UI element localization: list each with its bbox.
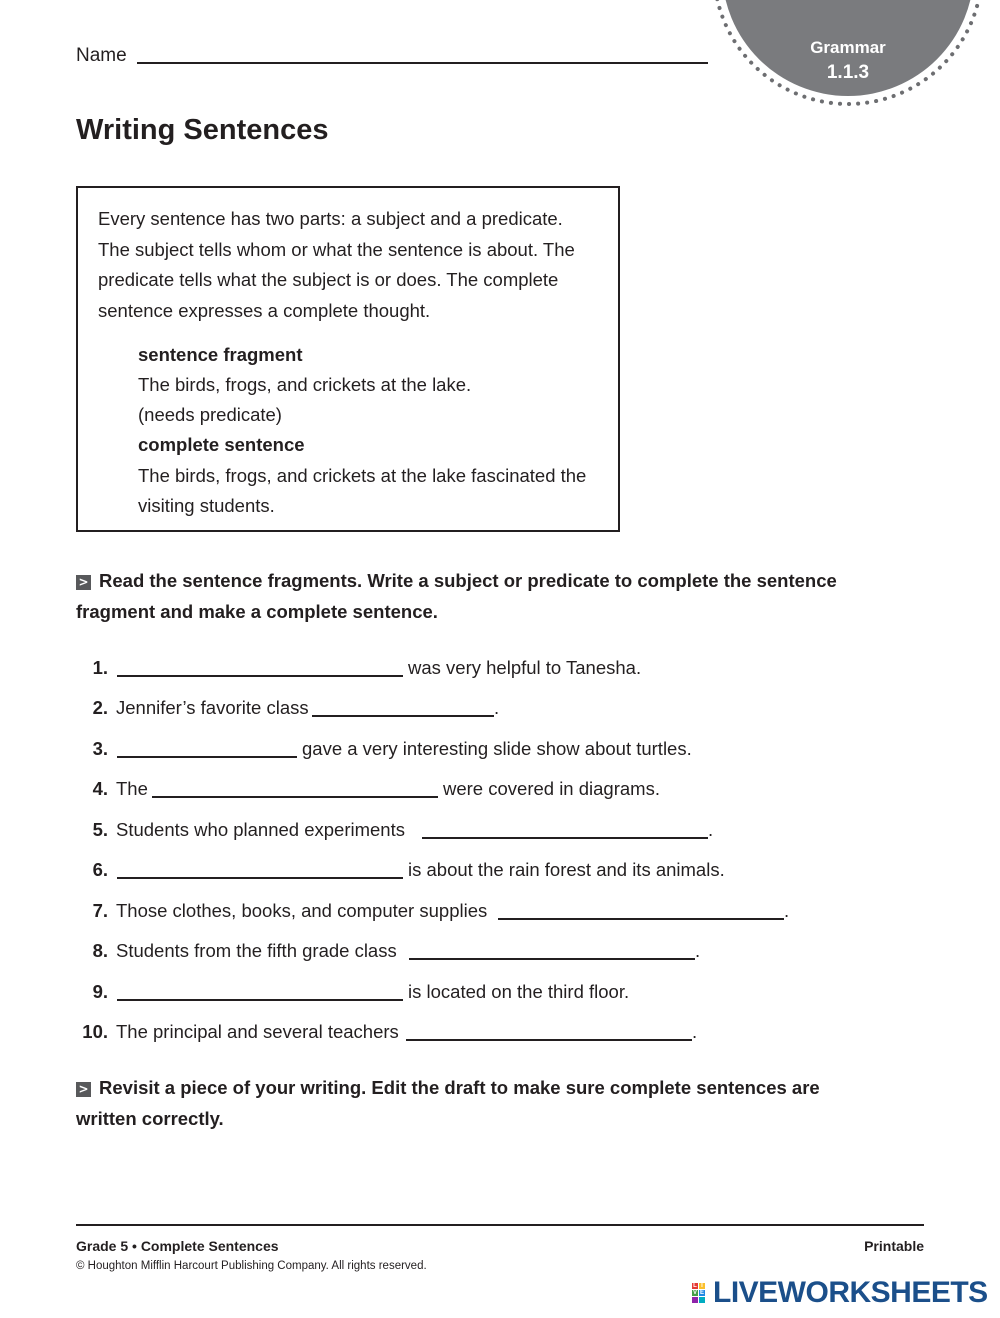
answer-blank[interactable]: [312, 715, 494, 717]
rule-text: Every sentence has two parts: a subject and a predicate. The subject tells whom or what the sentence is about. The predicate tells what the subject is or does. The complete sentence expresses a complete thought.: [98, 208, 575, 321]
item-text-before: The principal and several teachers: [116, 1021, 399, 1042]
list-item: [0, 653, 1000, 683]
item-text-after: .: [494, 697, 500, 718]
footer-printable-label: Printable: [864, 1238, 924, 1254]
item-number: 7.: [92, 900, 108, 921]
item-number: 4.: [92, 778, 108, 799]
fragment-example: The birds, frogs, and crickets at the lake.: [138, 374, 472, 395]
answer-blank[interactable]: [117, 877, 403, 879]
answer-blank[interactable]: [152, 796, 438, 798]
logo-cell: E: [699, 1290, 704, 1296]
answer-blank[interactable]: [422, 837, 708, 839]
list-item: [0, 977, 1000, 1007]
answer-blank[interactable]: [406, 1039, 692, 1041]
logo-cell-blank: [699, 1297, 705, 1303]
instruction-1-text: Read the sentence fragments. Write a subject or predicate to complete the sentence fragment and make a complete sentence.: [76, 570, 837, 622]
list-item: [0, 815, 1000, 845]
name-label: Name: [76, 45, 127, 66]
item-text-after: .: [708, 819, 714, 840]
item-text-before: The: [116, 778, 148, 799]
answer-blank[interactable]: [117, 756, 297, 758]
answer-blank[interactable]: [117, 675, 403, 677]
footer-grade-label: Grade 5 • Complete Sentences: [76, 1238, 279, 1254]
item-number: 1.: [92, 657, 108, 678]
item-number: 2.: [92, 697, 108, 718]
footer-divider: [76, 1224, 924, 1226]
list-item: [0, 855, 1000, 885]
list-item: [0, 1017, 1000, 1047]
item-text-after: gave a very interesting slide show about turtles.: [302, 738, 692, 759]
complete-heading: complete sentence: [138, 434, 305, 455]
grammar-badge: [708, 0, 988, 120]
answer-blank[interactable]: [117, 999, 403, 1001]
item-text-after: .: [692, 1021, 698, 1042]
item-text-before: Those clothes, books, and computer supplies: [116, 900, 488, 921]
item-text-after: is about the rain forest and its animals.: [408, 859, 725, 880]
item-text-after: .: [695, 940, 701, 961]
fragment-note: (needs predicate): [138, 404, 282, 425]
item-text-after: is located on the third floor.: [408, 981, 630, 1002]
badge-code: 1.1.3: [826, 62, 870, 83]
item-text-after: were covered in diagrams.: [443, 778, 660, 799]
badge-label: Grammar: [810, 38, 886, 57]
logo-wordmark: LIVEWORKSHEETS: [713, 1276, 988, 1309]
complete-example-line1: The birds, frogs, and crickets at the lake fascinated the: [138, 465, 587, 486]
page-title: Writing Sentences: [76, 114, 329, 146]
list-item: [0, 936, 1000, 966]
item-text-before: Students who planned experiments: [116, 819, 405, 840]
answer-blank[interactable]: [498, 918, 784, 920]
logo-cell: L: [693, 1283, 697, 1289]
item-text-after: .: [784, 900, 790, 921]
arrow-marker-icon: >: [76, 1082, 91, 1097]
item-text-before: Students from the fifth grade class: [116, 940, 397, 961]
name-input-line[interactable]: [137, 62, 708, 64]
instruction-2: [76, 1073, 876, 1134]
fragment-heading: sentence fragment: [138, 344, 303, 365]
list-item: [0, 774, 1000, 804]
item-number: 9.: [92, 981, 108, 1002]
complete-example-line2: visiting students.: [138, 495, 275, 516]
logo-cell: V: [692, 1290, 697, 1296]
logo-cell-blank: [692, 1297, 698, 1303]
item-text-before: Jennifer’s favorite class: [116, 697, 309, 718]
rule-box: [76, 186, 620, 532]
list-item: [0, 896, 1000, 926]
item-number: 8.: [92, 940, 108, 961]
item-number: 5.: [92, 819, 108, 840]
copyright-text: © Houghton Mifflin Harcourt Publishing Company. All rights reserved.: [76, 1260, 427, 1272]
item-number: 10.: [82, 1021, 108, 1042]
arrow-marker-icon: >: [76, 575, 91, 590]
list-item: [0, 693, 1000, 723]
instruction-2-text: Revisit a piece of your writing. Edit the draft to make sure complete sentences are written correctly.: [76, 1077, 820, 1129]
instruction-1: [76, 566, 876, 627]
list-item: [0, 734, 1000, 764]
item-number: 3.: [92, 738, 108, 759]
logo-cell: I: [699, 1283, 705, 1289]
item-number: 6.: [92, 859, 108, 880]
item-text-after: was very helpful to Tanesha.: [408, 657, 642, 678]
logo-grid-icon: [692, 1283, 712, 1305]
answer-blank[interactable]: [409, 958, 695, 960]
